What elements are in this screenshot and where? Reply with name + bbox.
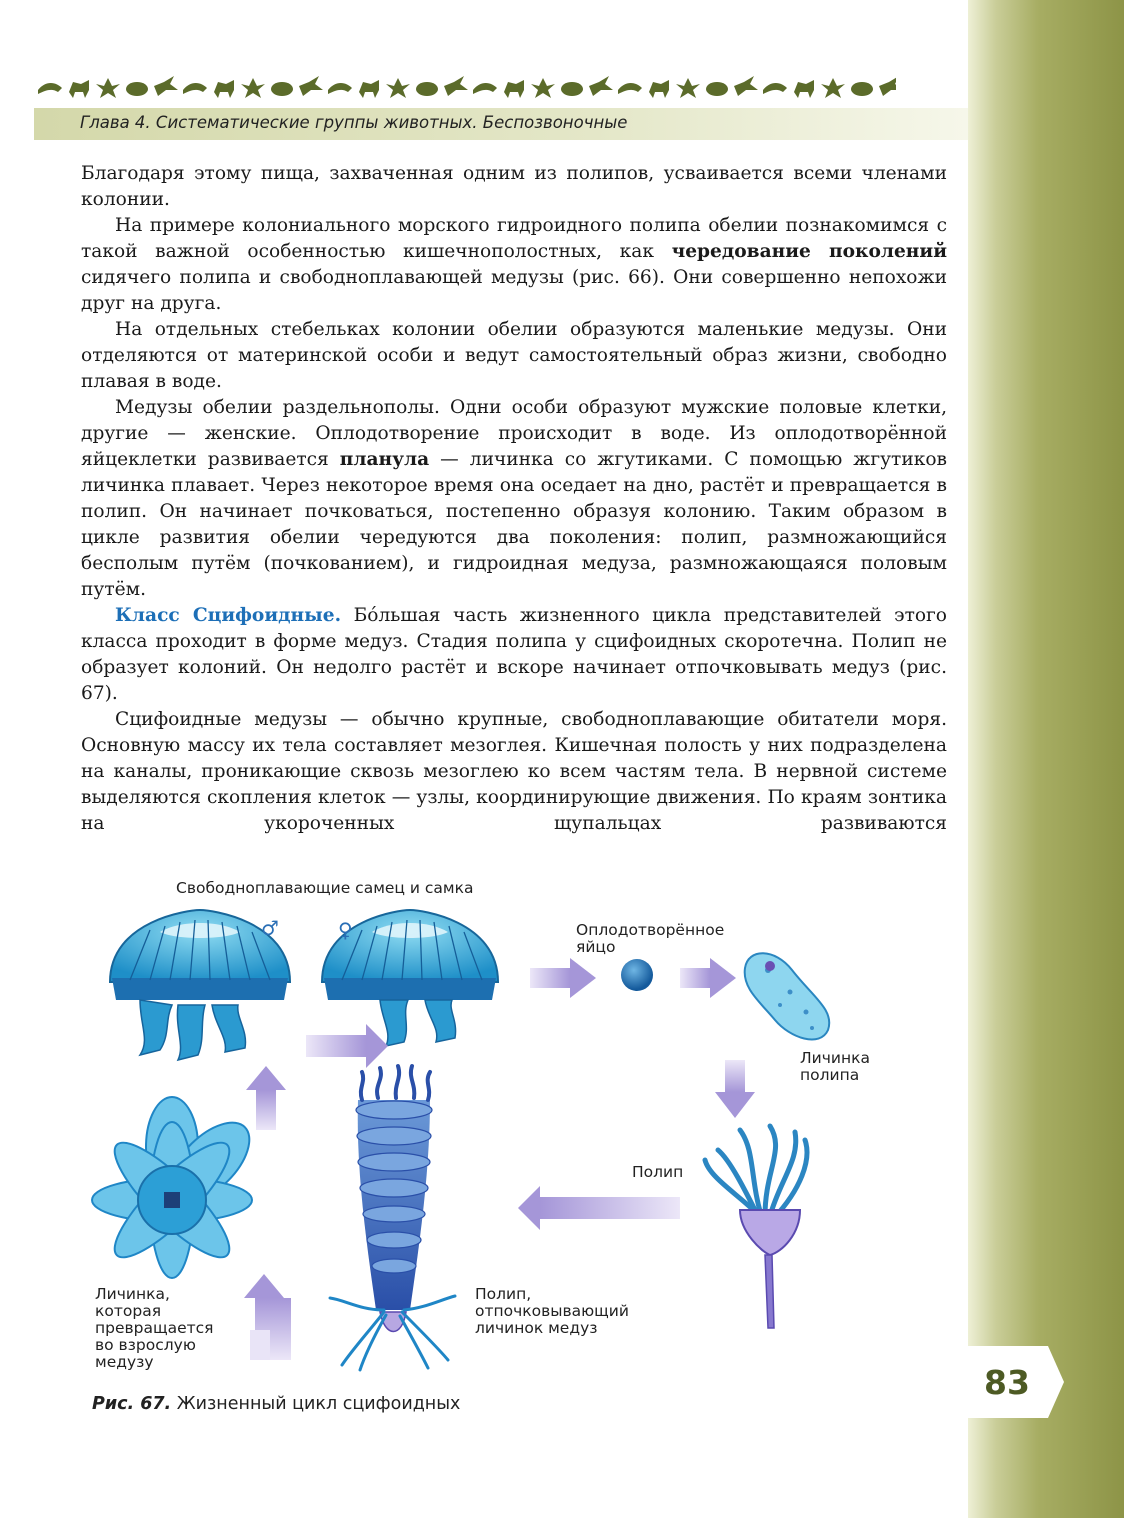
- label-polyp: Полип: [632, 1163, 684, 1181]
- body-text: [81, 161, 947, 837]
- animal-silhouette-icon: [183, 83, 207, 94]
- animal-silhouette-icon: [359, 80, 379, 98]
- animal-silhouette-icon: [879, 76, 896, 96]
- arrow-male-to-female: [306, 1024, 388, 1068]
- chapter-title: Глава 4. Систематические группы животных. Беспозвоночные: [80, 113, 628, 132]
- arrow-strobila-to-ephyra: [244, 1274, 291, 1360]
- page-number: 83: [984, 1362, 1030, 1402]
- animal-silhouette-icon: [214, 80, 234, 98]
- animal-silhouette-icon: [38, 83, 62, 94]
- polyp-body: [740, 1210, 800, 1255]
- animal-silhouette-icon: [618, 83, 642, 94]
- animal-silhouette-icon: [444, 76, 468, 96]
- female-symbol-icon: ♀: [338, 918, 353, 942]
- animal-silhouette-icon: [821, 78, 845, 98]
- animal-silhouette-icon: [271, 82, 293, 96]
- male-symbol-icon: ♂: [261, 916, 279, 940]
- label-budding-polyp: Полип, отпочковывающий личинок медуз: [475, 1285, 629, 1337]
- paragraph-6: Сцифоидные медузы — обычно крупные, свободноплавающие обитатели моря. Основную массу их тела составляет мезоглея. Кишечная полость у них подразделена на каналы, проникающие сквозь мезоглею ко всем частям тела. В нервной системе выделяются скопления клеток — узлы, координирующие движения. По краям зонтика на укороченных щупальцах развиваются: [81, 709, 947, 834]
- label-egg: Оплодотворённое яйцо: [576, 921, 725, 956]
- animal-silhouette-strip-icon: [36, 72, 896, 102]
- animal-silhouette-icon: [706, 82, 728, 96]
- caption-text: Жизненный цикл сцифоидных: [171, 1394, 461, 1414]
- animal-silhouette-icon: [504, 80, 524, 98]
- animal-silhouette-icon: [473, 83, 497, 94]
- arrow-adults-to-egg: [530, 958, 596, 998]
- figure-scyphozoa-life-cycle: [0, 860, 968, 1420]
- caption-number: Рис. 67.: [92, 1394, 172, 1414]
- paragraph-5: Класс Сцифоидные. Бóльшая часть жизненного цикла представителей этого класса проходит в форме медуз. Стадия полипа у сцифоидных скоротечна. Полип не образует колоний. Он недолго растёт и вскоре начинает отпочковывать медуз (рис. 67).: [81, 605, 947, 704]
- label-ephyra: Личинка, которая превращается во взрослую медузу: [95, 1285, 214, 1371]
- label-adults: Свободноплавающие самец и самка: [176, 879, 474, 897]
- animal-silhouette-icon: [126, 82, 148, 96]
- paragraph-2: На примере колониального морского гидроидного полипа обелии познакомимся с такой важной особенностью кишечнополостных, как чередование поколений сидячего полипа и свободноплавающей медузы (рис. 66). Они совершенно непохожи друг на друга.: [81, 215, 947, 314]
- paragraph-4: Медузы обелии раздельнополы. Одни особи образуют мужские половые клетки, другие — женские. Оплодотворение происходит в воде. Из оплодотворённой яйцеклетки развивается планула — личинка со жгутиками. С помощью жгутиков личинка плавает. Через некоторое время она оседает на дно, растёт и превращается в полип. Он начинает почковаться, постепенно образуя колонию. Таким образом в цикле развития обелии чередуются два поколения: полип, размножающийся бесполым путём (почкованием), и гидроидная медуза, размножающаяся половым путём.: [81, 397, 947, 600]
- animal-silhouette-icon: [96, 78, 120, 98]
- strobila-polyp: [330, 1066, 455, 1370]
- page-number-tab: [968, 1346, 1064, 1418]
- animal-silhouette-icon: [794, 80, 814, 98]
- figure-caption: [92, 1394, 460, 1414]
- arrow-egg-to-larva: [680, 958, 736, 998]
- animal-silhouette-icon: [241, 78, 265, 98]
- arrow-polyp-to-strobila: [518, 1186, 680, 1230]
- polyp: [705, 1126, 807, 1222]
- animal-silhouette-icon: [734, 76, 758, 96]
- animal-silhouette-icon: [763, 83, 787, 94]
- planula-larva: [745, 953, 830, 1039]
- animal-silhouette-icon: [154, 76, 178, 96]
- animal-silhouette-icon: [386, 78, 410, 98]
- fertilized-egg: [621, 959, 653, 991]
- animal-silhouette-icon: [299, 76, 323, 96]
- paragraph-1: Благодаря этому пища, захваченная одним из полипов, усваивается всеми членами колонии.: [81, 163, 947, 210]
- paragraph-3: На отдельных стебельках колонии обелии образуются маленькие медузы. Они отделяются от материнской особи и ведут самостоятельный образ жизни, свободно плавая в воде.: [81, 319, 947, 392]
- chapter-header: [34, 108, 968, 140]
- animal-silhouette-icon: [851, 82, 873, 96]
- animal-silhouette-icon: [416, 82, 438, 96]
- animal-silhouette-icon: [328, 83, 352, 94]
- side-band: [968, 0, 1124, 1518]
- animal-silhouette-icon: [69, 80, 89, 98]
- animal-silhouette-icon: [649, 80, 669, 98]
- label-larva: Личинка полипа: [800, 1049, 870, 1084]
- animal-silhouette-icon: [561, 82, 583, 96]
- animal-silhouette-icon: [676, 78, 700, 98]
- animal-silhouette-icon: [531, 78, 555, 98]
- arrow-larva-to-polyp: [715, 1060, 755, 1118]
- arrow-ephyra-to-adults: [246, 1066, 286, 1130]
- ephyra-larva: [92, 1097, 263, 1278]
- animal-silhouette-icon: [589, 76, 613, 96]
